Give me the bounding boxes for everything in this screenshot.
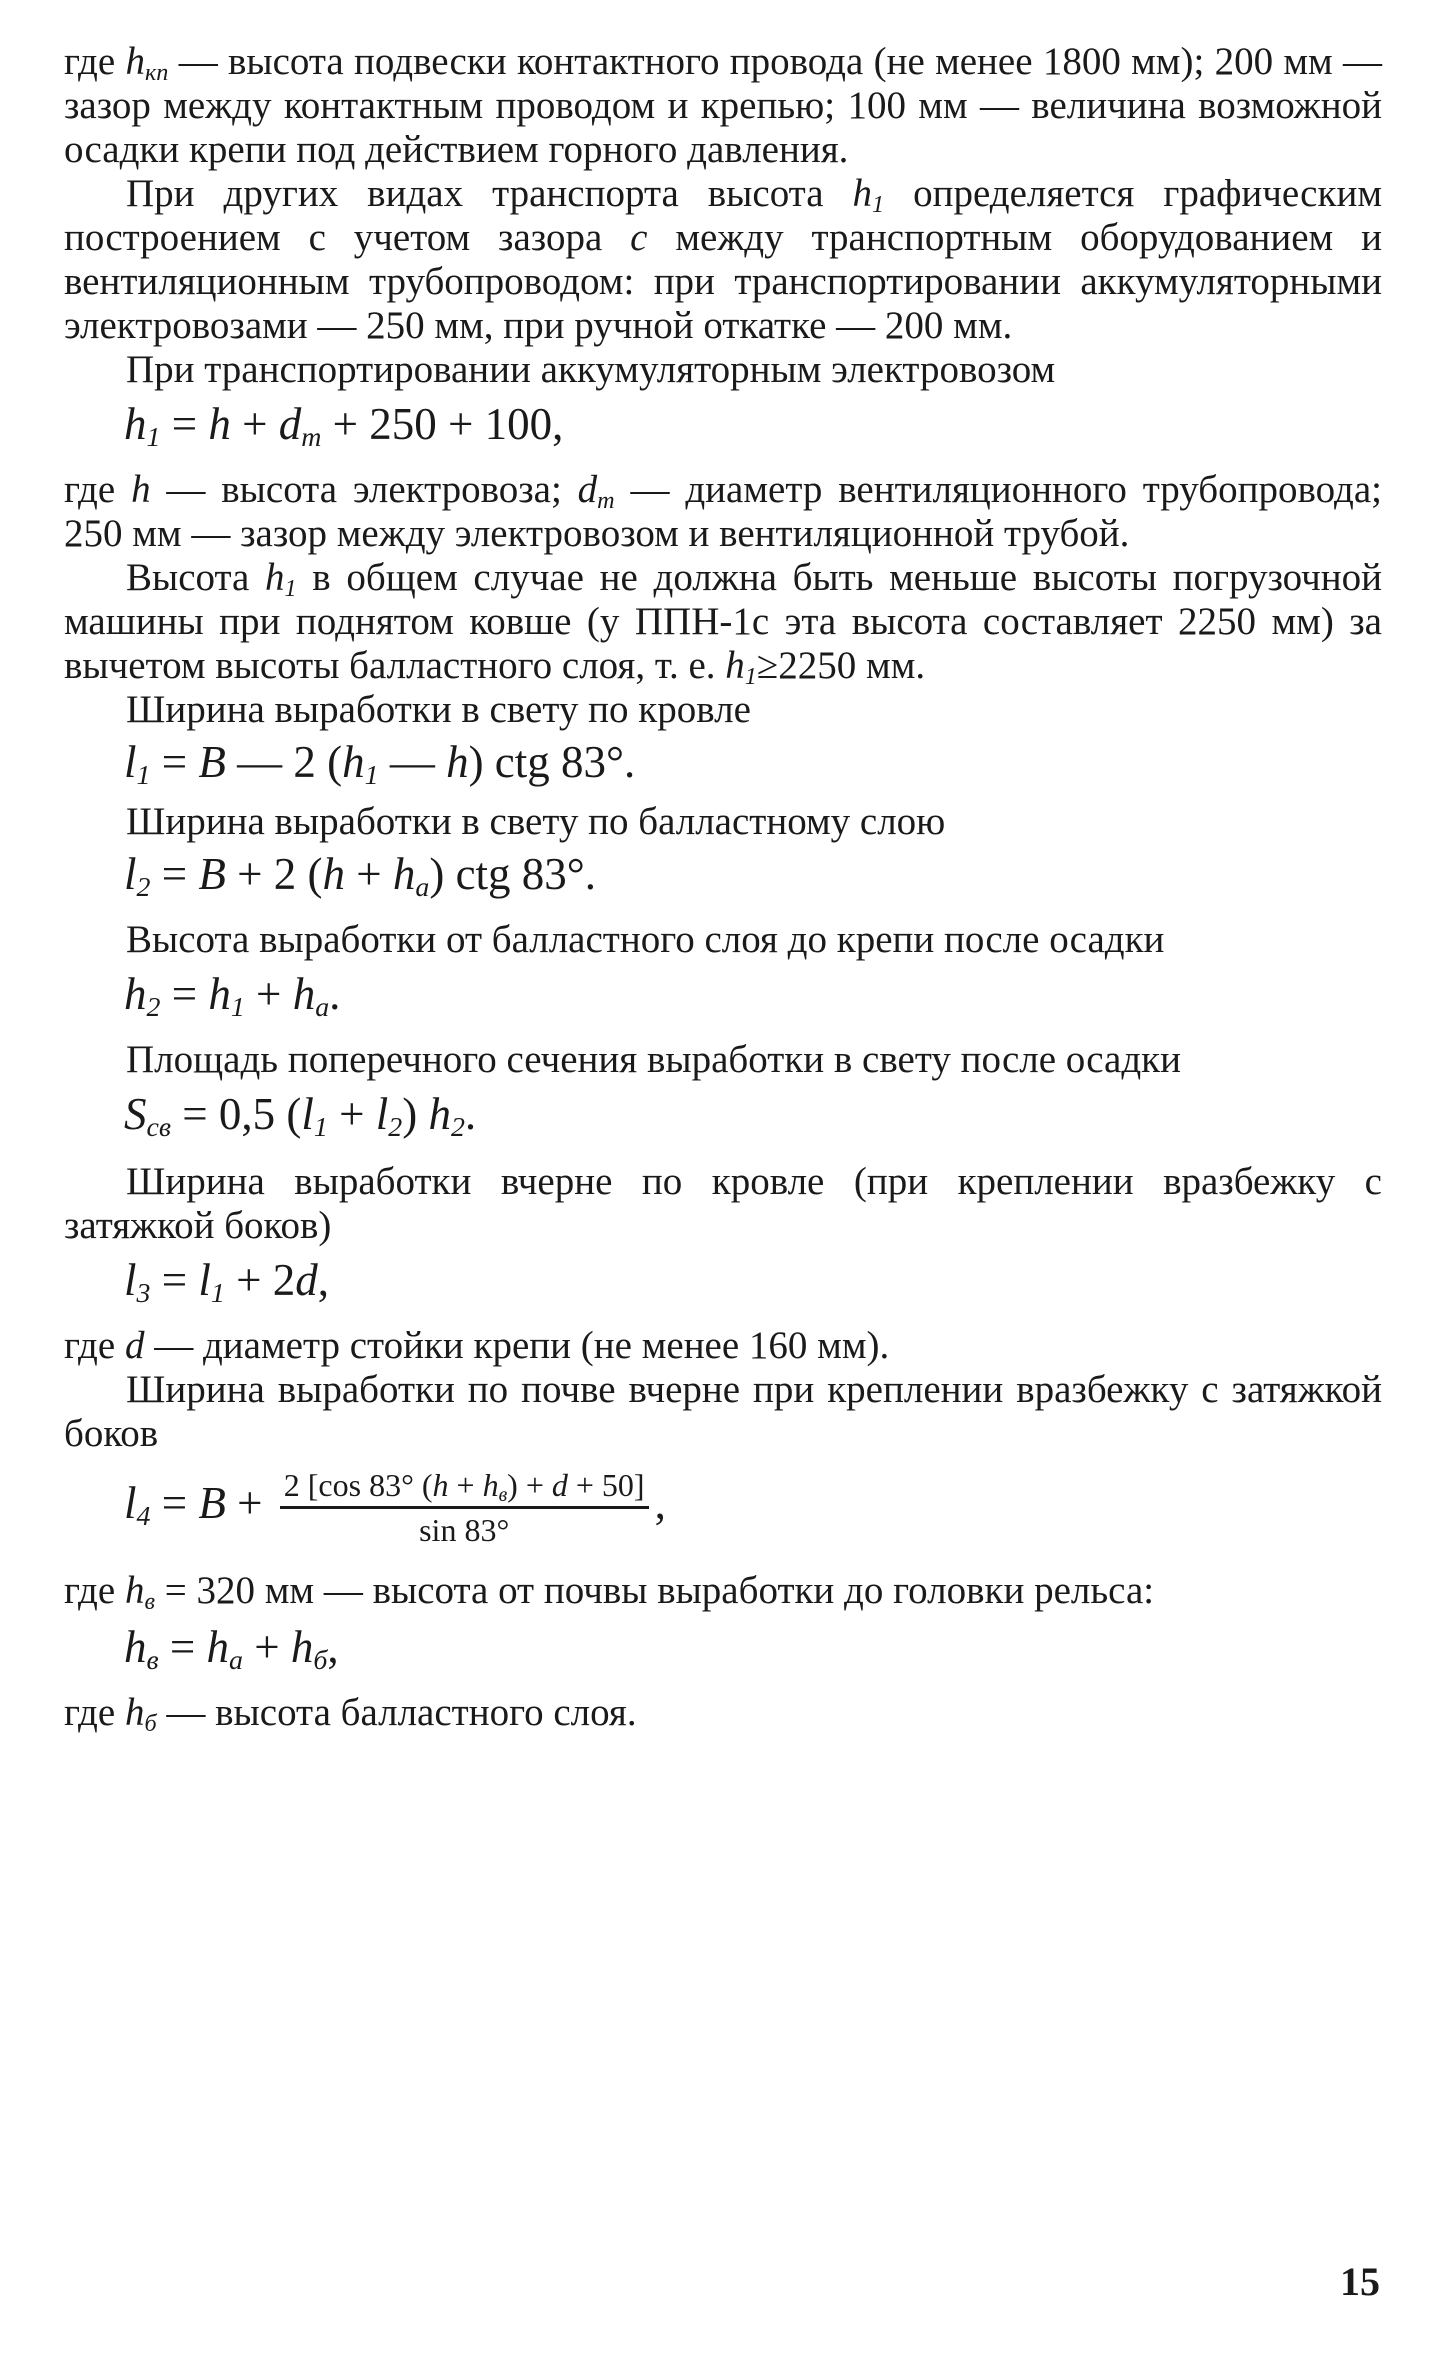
fraction-numerator: 2 [cos 83° $(h + h_в) + d + 50$] xyxy=(280,1466,649,1509)
var: $h_{кп}$ xyxy=(125,40,169,87)
paragraph-battery-loco: При транспортировании аккумуляторным электровозом xyxy=(126,348,1056,391)
text: где xyxy=(64,40,126,83)
formula-l4: $l_4 = B$ + $\frac{2 [\cos 83^\circ (h + h_в) + d + 50]}{\sin 83^\circ}$ , xyxy=(124,1467,666,1548)
formula-h2: $h_2 = h_1 + h_а$. xyxy=(124,969,341,1023)
paragraph-width-roof: Ширина выработки в свету по кровле xyxy=(126,688,751,731)
formula-h1: $h_1 = h + d_т + 250 + 100$, xyxy=(124,399,564,453)
paragraph-hv-definition: где $h_в = 320$ мм — высота от почвы выработки до головки рельса: xyxy=(64,1569,1155,1616)
fraction-denominator: sin 83° xyxy=(419,1512,510,1548)
paragraph-height-after-settling: Высота выработки от балластного слоя до крепи после осадки xyxy=(126,918,1165,961)
paragraph-rough-width-floor: Ширина выработки по почве вчерне при креплении вразбежку с затяжкой боков xyxy=(64,1368,1382,1455)
page-number: 15 xyxy=(1340,2259,1380,2304)
formula-l3: $l_3 = l_1 + 2d$, xyxy=(124,1255,329,1309)
paragraph-other-transport: При других видах транспорта высота $h_1$ определяется графическим построением с учетом зазора c между транспортным оборудованием и вентиляционным трубопроводом: при транспортировании аккумуляторными электровозами — 250 мм, при ручной откатке — 200 мм. xyxy=(64,172,1382,347)
paragraph-width-ballast: Ширина выработки в свету по балластному слою xyxy=(126,800,946,843)
text: — высота подвески контактного провода (не менее 1800 мм); 200 мм — зазор между контактным проводом и крепью; 100 мм — величина возможной осадки крепи под действием горного давления. xyxy=(64,40,1382,171)
paragraph-h1-limit: Высота $h_1$ в общем случае не должна быть меньше высоты погрузочной машины при поднятом ковше (у ППН-1с эта высота составляет 2250 мм) за вычетом высоты балластного слоя, т. е. $h_1\ge 2250$ мм. xyxy=(64,556,1382,691)
formula-l1: $l_1 = B$ — 2 ($h_1$ — h) ctg 83°. xyxy=(124,737,636,791)
paragraph-hb-definition: где $h_б$ — высота балластного слоя. xyxy=(64,1691,637,1738)
page-body xyxy=(64,40,1382,1738)
paragraph-h-definition: где h — высота электровоза; $d_т$ — диаметр вентиляционного трубопровода; 250 мм — зазор между электровозом и вентиляционной трубой. xyxy=(64,468,1382,555)
paragraph-hkp-definition xyxy=(64,40,1382,172)
fraction xyxy=(280,1466,649,1549)
paragraph-rough-width-roof: Ширина выработки вчерне по кровле (при креплении вразбежку с затяжкой боков) xyxy=(64,1160,1382,1247)
formula-hv: $h_в = h_а + h_б$, xyxy=(124,1622,339,1676)
paragraph-cross-section-area: Площадь поперечного сечения выработки в свету после осадки xyxy=(126,1038,1181,1081)
formula-scv: $S_{св} = 0,5$ $(l_1 + l_2)$ $h_2$. xyxy=(124,1089,477,1143)
paragraph-d-definition: где d — диаметр стойки крепи (не менее 160 мм). xyxy=(64,1324,890,1367)
formula-l2: $l_2 = B + 2$ $(h + h_а)$ ctg 83°. xyxy=(124,849,597,903)
